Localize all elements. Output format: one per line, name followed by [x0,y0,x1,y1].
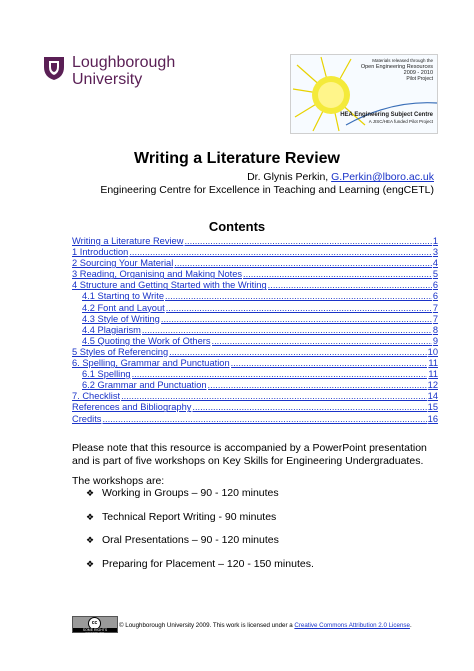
resource-note: Please note that this resource is accompanied by a PowerPoint presentation and is part of five workshops on Key Skills for Engineering Undergraduates. [72,442,427,467]
badge-line-2: Open Engineering Resources [360,64,433,70]
toc-entry-title[interactable]: 4.4 Plagiarism [82,324,141,335]
toc-entry-title[interactable]: Writing a Literature Review [72,236,184,246]
toc-page-number[interactable]: 7 [432,302,438,313]
diamond-bullet-icon: ❖ [86,535,95,545]
workshop-label: Oral Presentations – 90 - 120 minutes [102,534,279,546]
toc-entry[interactable] [72,303,438,314]
toc-entry[interactable] [72,325,438,336]
toc-dot-leader [169,347,427,358]
open-engineering-resources-badge [290,54,438,134]
toc-page-number[interactable]: 1 [432,236,438,246]
toc-entry[interactable] [72,280,438,291]
workshop-item [86,487,426,500]
toc-entry-title[interactable]: 3 Reading, Organising and Making Notes [72,269,243,280]
affiliation: Engineering Centre for Excellence in Teaching and Learning (engCETL) [100,184,434,196]
toc-entry-title[interactable]: 6.1 Spelling [82,369,131,380]
toc-entry[interactable] [72,402,438,413]
badge-line-5: HEA Engineering Subject Centre [340,112,433,118]
toc-page-number[interactable]: 9 [432,335,438,346]
author-line [247,171,434,183]
toc-entry[interactable] [72,258,438,269]
toc-dot-leader [129,247,431,258]
cc-icon: cc [88,617,101,630]
badge-line-4: Pilot Project [406,76,433,82]
toc-page-number[interactable]: 8 [432,324,438,335]
toc-entry[interactable] [72,291,438,302]
diamond-bullet-icon: ❖ [86,488,95,498]
toc-entry[interactable] [72,247,438,258]
toc-entry-title[interactable]: 4.3 Style of Writing [82,313,160,324]
workshop-item [86,534,426,547]
toc-entry[interactable] [72,391,438,402]
toc-dot-leader [142,325,432,336]
toc-entry[interactable] [72,369,438,380]
toc-page-number[interactable]: 11 [428,369,438,380]
creative-commons-badge[interactable] [72,616,118,636]
document-title: Writing a Literature Review [134,150,340,167]
workshop-label: Working in Groups – 90 - 120 minutes [102,487,279,499]
university-logo-text [72,54,175,88]
toc-dot-leader [132,369,428,380]
workshop-item [86,511,426,524]
workshop-label: Technical Report Writing - 90 minutes [102,510,277,523]
toc-entry[interactable] [72,236,438,247]
toc-dot-leader [165,291,432,302]
workshop-item [86,558,426,571]
toc-entry-title[interactable]: 7. Checklist [72,391,121,402]
university-crest-icon [42,55,66,81]
diamond-bullet-icon: ❖ [86,558,95,569]
toc-page-number[interactable]: 3 [432,247,438,258]
toc-entry[interactable] [72,358,438,369]
author-email-link[interactable]: G.Perkin@lboro.ac.uk [331,171,434,183]
toc-page-number[interactable]: 4 [432,258,438,269]
toc-dot-leader [231,358,428,369]
toc-page-number[interactable]: 14 [427,391,438,402]
workshops-list [86,487,426,571]
toc-entry[interactable] [72,336,438,347]
toc-dot-leader [166,303,432,314]
badge-line-1: Materials released through the [372,58,433,63]
toc-page-number[interactable]: 6 [432,280,438,291]
toc-page-number[interactable]: 5 [432,269,438,280]
toc-entry[interactable] [72,414,438,425]
toc-page-number[interactable]: 15 [427,402,438,413]
toc-dot-leader [121,391,427,402]
toc-dot-leader [268,280,432,291]
toc-page-number[interactable]: 7 [432,313,438,324]
toc-entry-title[interactable]: 1 Introduction [72,247,129,258]
copyright-text: © Loughborough University 2009. This work is licensed under a [119,622,295,629]
license-link[interactable]: Creative Commons Attribution 2.0 License [294,622,410,629]
toc-dot-leader [174,258,432,269]
author-name: Dr. Glynis Perkin, [247,171,332,183]
toc-dot-leader [243,269,432,280]
toc-entry-title[interactable]: 6.2 Grammar and Punctuation [82,380,207,391]
badge-line-6: A JISC/HEA funded Pilot Project [368,119,433,124]
toc-dot-leader [161,314,432,325]
toc-page-number[interactable]: 6 [432,291,438,302]
toc-page-number[interactable]: 16 [427,413,438,424]
logo-line-2: University [72,71,143,88]
toc-page-number[interactable]: 11 [428,358,438,369]
toc-entry-title[interactable]: 2 Sourcing Your Material [72,258,174,269]
contents-heading: Contents [208,219,266,234]
toc-dot-leader [102,414,426,425]
toc-dot-leader [184,236,431,247]
footer-suffix: . [409,622,412,629]
license-footer [119,622,412,629]
toc-entry-title[interactable]: 4.1 Starting to Write [82,291,164,302]
toc-entry-title[interactable]: 4.5 Quoting the Work of Others [82,335,211,346]
cc-badge-caption: SOME RIGHTS RESERVED [73,628,117,632]
toc-dot-leader [192,402,426,413]
badge-line-3: 2009 - 2010 [403,70,433,76]
logo-line-1: Loughborough [72,54,176,71]
toc-entry-title[interactable]: 4.2 Font and Layout [82,302,165,313]
table-of-contents [72,236,438,425]
toc-entry[interactable] [72,314,438,325]
toc-entry[interactable] [72,347,438,358]
toc-entry-title[interactable]: Credits [72,413,102,424]
toc-entry[interactable] [72,380,438,391]
workshop-label: Preparing for Placement – 120 - 150 minutes. [102,557,314,570]
toc-entry-title[interactable]: 4 Structure and Getting Started with the Writing [72,280,267,291]
toc-entry-title[interactable]: References and Bibliography [72,402,192,413]
toc-entry-title[interactable]: 6. Spelling, Grammar and Punctuation [72,358,230,369]
toc-dot-leader [212,336,432,347]
toc-dot-leader [208,380,427,391]
workshops-heading: The workshops are: [72,475,165,487]
toc-page-number[interactable]: 12 [427,380,438,391]
diamond-bullet-icon: ❖ [86,511,95,522]
toc-page-number[interactable]: 10 [427,346,438,357]
toc-entry[interactable] [72,269,438,280]
toc-entry-title[interactable]: 5 Styles of Referencing [72,346,169,357]
